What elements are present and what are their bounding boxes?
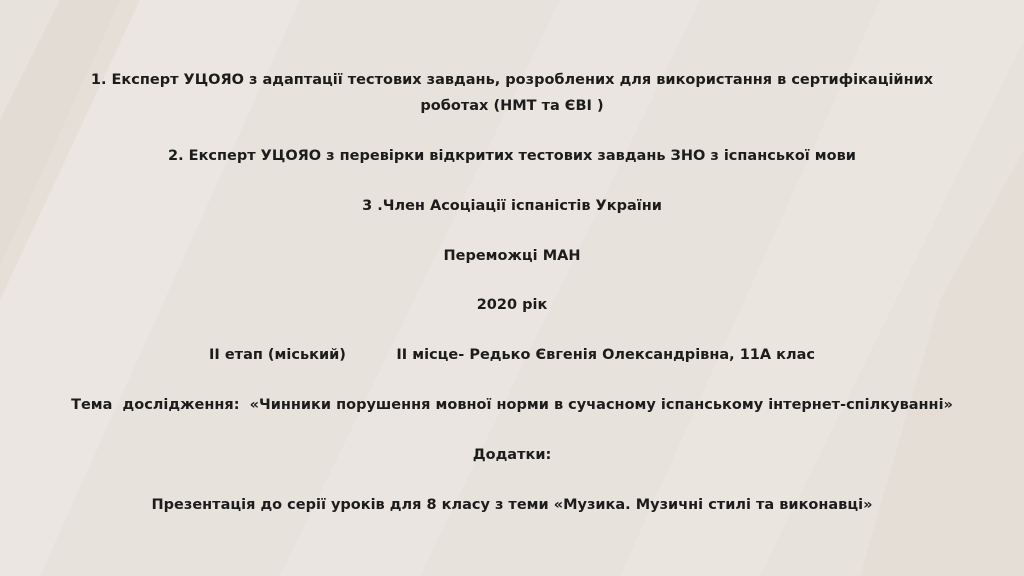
- year-line: 2020 рік: [476, 297, 548, 313]
- appendices-heading: Додатки:: [472, 447, 552, 463]
- stage-place-line: ІІ етап (міський) ІІ місце- Редько Євгенія Олександрівна, 11А клас: [209, 347, 815, 363]
- presentation-line: Презентація до серії уроків для 8 класу з теми «Музика. Музичні стилі та виконавці»: [151, 497, 873, 513]
- man-winners-heading: Переможці МАН: [443, 248, 581, 264]
- expert-verification-line: 2. Експерт УЦОЯО з перевірки відкритих тестових завдань ЗНО з іспанської мови: [168, 148, 856, 164]
- expert-adaptation-line-2: роботах (НМТ та ЄВІ ): [420, 98, 604, 114]
- association-member-line: 3 .Член Асоціації іспаністів України: [362, 198, 662, 214]
- expert-adaptation-line-1: 1. Експерт УЦОЯО з адаптації тестових завдань, розроблених для використання в сертифікаційних: [90, 72, 934, 88]
- research-topic-line: Тема дослідження: «Чинники порушення мовної норми в сучасному іспанському інтернет-спілкуванні»: [71, 397, 953, 413]
